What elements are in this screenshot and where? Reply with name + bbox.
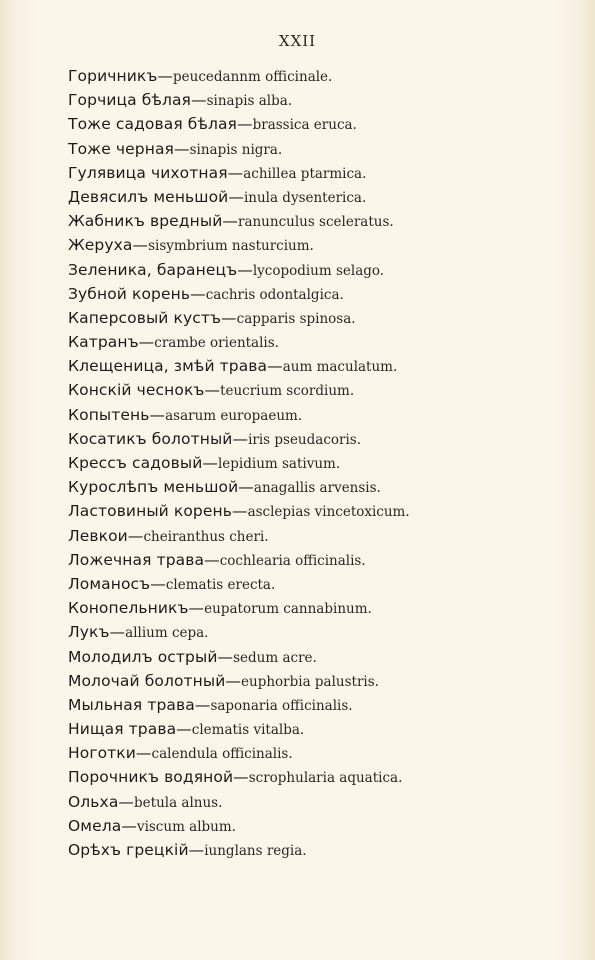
plant-entry [68, 838, 578, 862]
latin-name: aum maculatum. [282, 359, 398, 376]
russian-name: Орѣхъ грецкій— [68, 841, 205, 859]
plant-entry [68, 161, 578, 185]
russian-name: Ластовиный корень— [68, 502, 248, 521]
latin-name: eupatorum cannabinum. [204, 601, 372, 618]
russian-name: Горчица бѣлая— [68, 91, 207, 110]
latin-name: peucedannm officinale. [173, 69, 333, 85]
russian-name: Молодилъ острый— [68, 647, 234, 666]
russian-name: Ольха— [68, 792, 135, 811]
plant-entry [68, 524, 578, 548]
plant-entry [68, 499, 578, 523]
plant-entry [68, 112, 578, 136]
russian-name: Мыльная трава— [68, 695, 211, 714]
plant-entry [68, 209, 578, 233]
plant-entry [68, 548, 578, 572]
russian-name: Зубной корень— [68, 284, 206, 303]
russian-name: Катранъ— [68, 333, 155, 352]
russian-name: Молочай болотный— [68, 671, 242, 690]
russian-name: Конскій чеснокъ— [68, 381, 221, 400]
latin-name: capparis spinosa. [236, 310, 356, 327]
plant-entry [68, 185, 578, 209]
latin-name: asarum europaeum. [165, 407, 303, 424]
latin-name: lycopodium selago. [252, 262, 385, 279]
russian-name: Тоже черная— [68, 139, 190, 158]
plant-entry [68, 596, 578, 620]
latin-name: betula alnus. [134, 794, 223, 811]
latin-name: scrophularia aquatica. [248, 770, 403, 787]
russian-name: Жеруха— [68, 236, 149, 255]
russian-name: Жабникъ вредный— [68, 212, 238, 231]
plant-entry [68, 306, 578, 330]
russian-name: Девясилъ меньшой— [68, 187, 244, 206]
plant-entry [68, 765, 578, 789]
latin-name: allium cepa. [125, 625, 209, 642]
plant-entry [68, 282, 578, 306]
plant-entry [68, 669, 578, 693]
latin-name: inula dysenterica. [243, 189, 367, 206]
russian-name: Тоже садовая бѣлая— [68, 115, 253, 134]
russian-name: Курослѣпъ меньшой— [68, 478, 254, 497]
latin-name: viscum album. [136, 818, 236, 835]
plant-entry [68, 403, 578, 427]
latin-name: saponaria officinalis. [210, 697, 353, 714]
plant-entry [68, 645, 578, 669]
latin-name: asclepias vincetoxicum. [247, 504, 410, 521]
russian-name: Левкои— [68, 526, 144, 545]
plant-entry [68, 64, 578, 88]
russian-name: Ломаносъ— [68, 574, 166, 593]
russian-name: Ложечная трава— [68, 550, 220, 569]
latin-name: cochlearia officinalis. [219, 552, 366, 569]
plant-entry [68, 620, 578, 644]
latin-name: anagallis arvensis. [253, 480, 381, 497]
latin-name: clematis vitalba. [191, 722, 305, 739]
russian-name: Ноготки— [68, 744, 152, 763]
latin-name: crambe orientalis. [154, 335, 279, 352]
plant-entry [68, 330, 578, 354]
plant-entry [68, 814, 578, 838]
latin-name: ranunculus sceleratus. [237, 214, 394, 231]
latin-name: calendula officinalis. [151, 746, 293, 763]
latin-name: euphorbia palustris. [241, 673, 379, 690]
latin-name: sinapis alba. [206, 93, 293, 110]
plant-entry [68, 572, 578, 596]
latin-name: achillea ptarmica. [243, 165, 367, 182]
russian-name: Лукъ— [68, 623, 126, 642]
plant-entry [68, 354, 578, 378]
plant-entry [68, 427, 578, 451]
plant-entry [68, 88, 578, 112]
latin-name: lepidium sativum. [217, 456, 341, 472]
plant-entry [68, 258, 578, 282]
plant-entry [68, 790, 578, 814]
latin-name: brassica eruca. [252, 117, 357, 134]
plant-entry [68, 741, 578, 765]
plant-entry [68, 693, 578, 717]
russian-name: Крессъ садовый— [68, 454, 218, 472]
latin-name: clematis erecta. [165, 576, 276, 593]
russian-name: Зеленика, баранецъ— [68, 260, 253, 279]
latin-name: cheiranthus cheri. [143, 528, 269, 545]
russian-name: Конопельникъ— [68, 599, 205, 618]
plant-entry [68, 475, 578, 499]
russian-name: Омела— [68, 816, 137, 835]
page-number: XXII [278, 32, 317, 50]
plant-entry [68, 451, 578, 475]
latin-name: teucrium scordium. [220, 383, 355, 400]
plant-entry [68, 233, 578, 257]
latin-name: iris pseudacoris. [248, 431, 361, 448]
latin-name: sinapis nigra. [189, 141, 283, 158]
latin-name: sisymbrium nasturcium. [148, 238, 314, 255]
plant-name-list [68, 64, 578, 862]
plant-entry [68, 717, 578, 741]
latin-name: cachris odontalgica. [205, 286, 344, 303]
russian-name: Каперсовый кустъ— [68, 308, 237, 327]
russian-name: Клещеница, змѣй трава— [68, 357, 283, 376]
russian-name: Горичникъ— [68, 67, 174, 85]
latin-name: sedum acre. [233, 649, 317, 666]
russian-name: Копытень— [68, 405, 166, 424]
russian-name: Нищая трава— [68, 720, 192, 739]
plant-entry [68, 137, 578, 161]
latin-name: iunglans regia. [204, 843, 307, 859]
russian-name: Порочникъ водяной— [68, 768, 249, 787]
russian-name: Гулявица чихотная— [68, 163, 244, 182]
plant-entry [68, 378, 578, 402]
russian-name: Косатикъ болотный— [68, 429, 249, 448]
